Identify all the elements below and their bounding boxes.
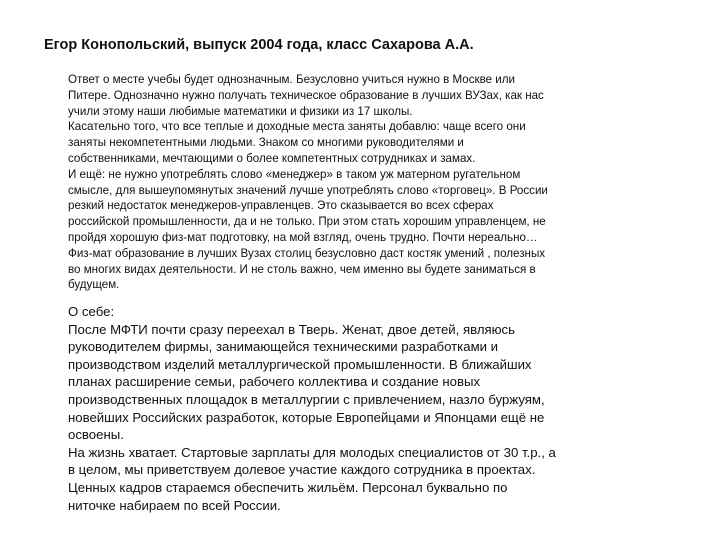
text-line: На жизнь хватает. Стартовые зарплаты для молодых специалистов от 30 т.р., а [68,444,556,460]
education-advice-paragraph [68,72,704,293]
text-line: в целом, мы приветствуем долевое участие каждого сотрудника в проектах. [68,462,536,478]
text-line: во многих видах деятельности. И не столь важно, чем именно вы будете заниматься в [68,262,536,276]
text-line: новейших Российских разработок, которые Европейцами и Японцами ещё не [68,409,545,425]
text-line: производственных площадок в металлургии с привлечением, назло буржуям, [68,391,545,407]
text-line: пройдя хорошую физ-мат подготовку, на мой взгляд, очень трудно. Почти нереально… [68,230,538,244]
text-line: будущем. [68,278,120,292]
text-line: Питере. Однозначно нужно получать техническое образование в лучших ВУЗах, как нас [68,88,544,102]
text-line: Ответ о месте учебы будет однозначным. Безусловно учиться нужно в Москве или [68,73,516,86]
text-line: После МФТИ почти сразу переехал в Тверь. Женат, двое детей, являюсь [68,321,516,337]
section-heading: О себе: [68,304,115,319]
text-line: Физ-мат образование в лучших Вузах столиц безусловно даст костяк умений , полезных [68,246,546,260]
text-line: резкий недостаток менеджеров-управленцев. Это сказывается во всех сферах [68,199,494,213]
about-me-paragraph [68,303,704,514]
text-line: планах расширение семьи, рабочего коллектива и создание новых [68,374,481,390]
text-line: Ценных кадров стараемся обеспечить жильём. Персонал буквально по [68,479,508,495]
text-line: И ещё: не нужно употреблять слово «менеджер» в таком уж матерном ругательном [68,167,521,181]
page-title: Егор Конопольский, выпуск 2004 года, класс Сахарова А.А. [44,37,474,53]
text-line: собственниками, мечтающими о более компетентных сотрудниках и замах. [68,151,476,165]
text-line: освоены. [68,427,124,443]
text-line: учили этому наши любимые математики и физики из 17 школы. [68,104,413,118]
text-line: Касательно того, что все теплые и доходные места заняты добавлю: чаще всего они [68,120,526,134]
text-line: смысле, для вышеупомянутых значений лучше употреблять слово «торговец». В России [68,183,548,197]
text-line: ниточке набираем по всей России. [68,497,281,513]
text-line: руководителем фирмы, занимающейся техническими разработками и [68,339,499,355]
text-line: производством изделий металлургической промышленности. В ближайших [68,356,532,372]
text-line: российской промышленности, да и не только. При этом стать хорошим управленцем, не [68,215,546,229]
text-line: заняты некомпетентными людьми. Знаком со многими руководителями и [68,136,464,150]
